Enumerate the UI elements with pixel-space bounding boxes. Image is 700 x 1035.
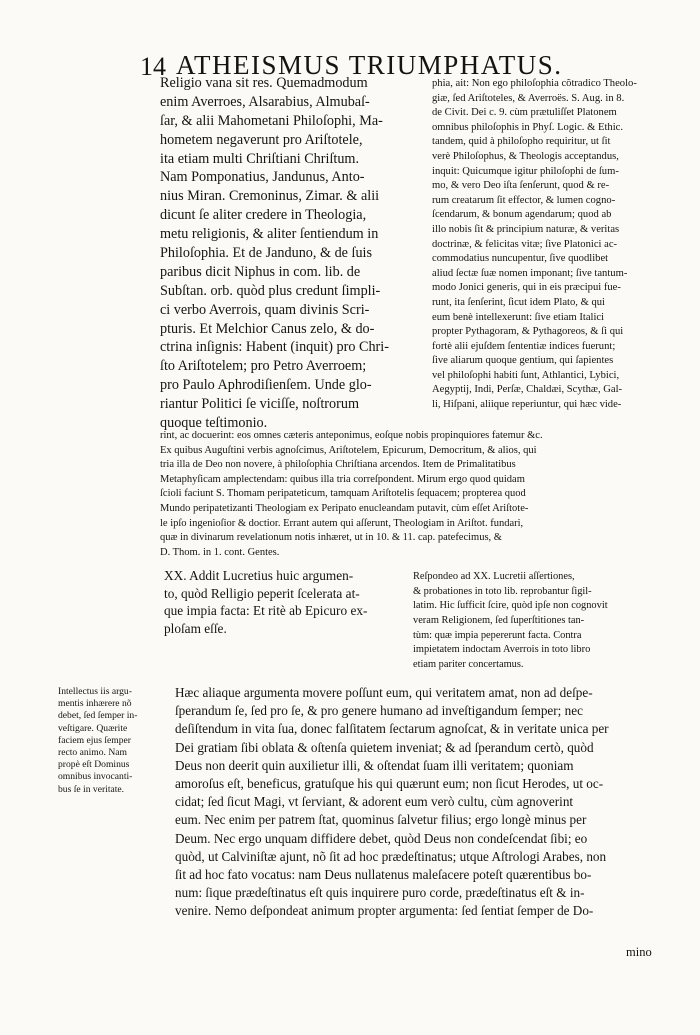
left-column-line: nius Miran. Cremoninus, Zimar. & alii [160, 188, 380, 205]
left-column-line: enim Averroes, Alsarabius, Almubaſ- [160, 93, 370, 110]
right-column-line: fortè alii ejuſdem ſententiæ indices fuerunt; [432, 340, 616, 352]
section-xx-response [413, 570, 683, 673]
right-column-line: giæ, ſed Ariſtoteles, & Averroës. S. Aug. in 8. [432, 92, 625, 104]
main-paragraph [175, 684, 675, 920]
right-column-line: rum creatarum ſit effector, & lumen cogno- [432, 194, 616, 206]
right-column-line: propter Pythagoram, & Pythagoreos, & ſi qui [432, 326, 624, 338]
right-column-line: vel philoſophi habiti ſunt, Athlantici, Lybici, [432, 369, 620, 381]
right-column-line: illo nobis ſit & principium naturæ, & veritas [432, 223, 620, 235]
left-column-line: pturis. Et Melchior Canus zelo, & do- [160, 320, 375, 337]
right-column-line: omnibus philoſophis in Phyſ. Logic. & Ethic. [432, 121, 623, 133]
continuation-line: Mundo peripatetizanti Theologiam ex Peripato enucleandam putavit, cùm eſſet Ariſtote- [160, 502, 529, 514]
left-column [160, 74, 422, 433]
right-column-line: doctrinæ, & felicitas vitæ; ſive Platonici ac- [432, 238, 618, 250]
margin-note-line: recto animo. Nam [58, 746, 127, 758]
left-column-line: Religio vana sit res. Quemadmodum [160, 75, 368, 91]
main-text-line: deſiſtendum in vita ſua, donec falſitatem ſectarum agnoſcat, & in veritate unica per [175, 721, 609, 737]
left-column-line: ita etiam multi Chriſtiani Chriſtum. [160, 150, 359, 167]
section-xx-response-line: & probationes in toto lib. reprobantur ſigil- [413, 585, 592, 597]
main-text-line: quòd, ut Calviniſtæ ajunt, nõ ſit ad hoc prædeſtinatus; utque Aſtrologi Arabes, non [175, 848, 607, 864]
left-column-line: Nam Pomponatius, Jandunus, Anto- [160, 169, 365, 186]
continuation-paragraph [160, 429, 672, 560]
main-text-line: amoroſus eſt, beneficus, gratuſque his qui quærunt eum; non ſicut Herodes, ut oc- [175, 775, 604, 791]
left-column-line: ſar, & alii Mahometani Philoſophi, Ma- [160, 112, 383, 129]
main-text-line: ſit ad hoc fato vocatus: nam Deus nullatenus maleſacere poteſt quærentibus bo- [175, 866, 592, 882]
main-text-line: Deum. Nec ergo unquam diffidere debet, quòd Deus non condeſcendat ſibi; eo [175, 830, 588, 846]
section-xx-response-line: etiam pariter concertamus. [413, 659, 524, 671]
margin-note-line: mentis inhærere nõ [58, 698, 132, 710]
right-column-line: inquit: Quicumque igitur philoſophi de ſum- [432, 165, 619, 177]
main-text-line: Deus non deerit quin auxilietur illi, & oſtendat ſuam illi veritatem; quoniam [175, 757, 574, 773]
running-title: ATHEISMUS TRIUMPHATUS. [176, 50, 563, 80]
margin-note-line: propè eſt Dominus [58, 759, 130, 771]
left-column-line: riantur Politici ſe viciſſe, noſtrorum [160, 396, 359, 413]
main-text-line: cidat; ſed ſicut Magi, vt ſerviant, & adorent eum verò cultu, cùm agnoverint [175, 794, 574, 810]
right-column-line: li, Hiſpani, aliique reperiuntur, qui hæc vide- [432, 399, 622, 411]
left-column-line: dicunt ſe aliter credere in Theologia, [160, 207, 367, 224]
margin-note-line: omnibus invocanti- [58, 771, 133, 783]
continuation-line: tria illa de Deo non novere, à philoſophia Chriſtiana arcendos. Item de Primalitatibus [160, 459, 516, 471]
section-xx-response-line: latim. Hic ſufficit ſcire, quòd ipſe non cognovit [413, 600, 608, 612]
catchword: mino [626, 945, 652, 959]
section-xx-argument-line: ploſam eſſe. [164, 621, 227, 637]
margin-note-line: bus ſe in veritate. [58, 783, 125, 795]
margin-note [58, 686, 166, 796]
left-column-line: pro Paulo Aphrodiſienſem. Unde glo- [160, 377, 372, 394]
right-column-line: ſcendarum, & bonum agendarum; quod ab [432, 209, 612, 221]
main-text-line: num: ſique prædeſtinatus eſt quis inquirere puro corde, prædeſtinatus eſt & in- [175, 885, 585, 901]
right-column-line: ſive aliarum quoque gentium, qui ſapientes [432, 355, 614, 367]
left-column-line: hometem negaverunt pro Ariſtotele, [160, 131, 363, 148]
continuation-line: le ipſo ingenioſior & doctior. Errant autem qui aſſerunt, Theologiam in Ariſtot. fundari, [160, 517, 524, 529]
right-column-line: de Civit. Dei c. 9. cùm prætuliſſet Platonem [432, 107, 617, 119]
right-column-line: phia, ait: Non ego philoſophia cõtradico Theolo- [432, 78, 637, 89]
section-xx-argument-line: to, quòd Relligio peperit ſcelerata at- [164, 585, 360, 601]
continuation-line: D. Thom. in 1. cont. Gentes. [160, 546, 280, 558]
main-text-line: Dei gratiam ſibi oblata & oſtenſa quietem inveniat; & ad ſperandum certò, quòd [175, 739, 594, 755]
right-column-line: eum benè intellexerunt: ſive etiam Italici [432, 311, 605, 323]
continuation-line: Metaphyſicam amplectendam: quibus illa tria correſpondent. Mirum ergo quod quidam [160, 473, 525, 485]
left-column-line: Philoſophia. Et de Janduno, & de ſuis [160, 245, 373, 262]
section-xx-response-line: veram Religionem, ſed ſuperſtitiones tan- [413, 615, 585, 627]
right-column-line: mo, & vero Deo iſta ſenſerunt, quod & re- [432, 180, 610, 192]
main-text-line: Hæc aliaque argumenta movere poſſunt eum, qui veritatem amat, non ad deſpe- [175, 685, 593, 700]
right-column-line: aliud ſectæ ſuæ nomen imponant; ſive tantum- [432, 267, 628, 279]
main-text-line: ſperandum ſe, ſed pro ſe, & pro genere humano ad inveſtigandum ſemper; nec [175, 703, 583, 719]
left-column-line: quoque teſtimonio. [160, 415, 268, 432]
page-number: 14 [140, 52, 166, 81]
section-xx-response-line: tùm: quæ impia pepererunt facta. Contra [413, 629, 582, 641]
margin-note-line: faciem ejus ſemper [58, 734, 131, 746]
continuation-line: rint, ac docuerint: eos omnes cæteris anteponimus, eoſque nobis propinquiores fatemur &c. [160, 430, 543, 441]
continuation-line: quæ in divinarum revelationum notis inhæret, ut in 10. & 11. cap. patefecimus, & [160, 532, 502, 544]
margin-note-line: Intellectus iis argu- [58, 686, 132, 697]
section-xx-response-line: impietatem indoctam Averrois in toto libro [413, 644, 591, 656]
right-column-line: runt, ita ſenſerint, ſicut idem Plato, & qui [432, 296, 606, 308]
section-xx-argument-line: que impia facta: Et ritè ab Epicuro ex- [164, 603, 368, 619]
right-column-line: Aegyptij, Indi, Perſæ, Chaldæi, Scythæ, Gal- [432, 384, 623, 396]
main-text-line: venire. Nemo deſpondeat animum propter argumenta: ſed ſentiat ſemper de Do- [175, 903, 594, 919]
continuation-line: Ex quibus Auguſtini verbis agnoſcimus, Ariſtotelem, Epicurum, Democritum, & alios, qui [160, 444, 537, 456]
left-column-line: paribus dicit Niphus in com. lib. de [160, 263, 361, 280]
left-column-line: ctrina inſignis: Habent (inquit) pro Chri- [160, 339, 389, 356]
section-xx-argument [164, 567, 398, 638]
left-column-line: ci verbo Averrois, quam divinis Scri- [160, 301, 370, 318]
right-column-line: commodatius nuncupentur, ſive quodlibet [432, 253, 609, 265]
left-column-line: ſto Ariſtotelem; pro Petro Averroem; [160, 358, 367, 375]
section-xx-response-line: Reſpondeo ad XX. Lucretii aſſertiones, [413, 571, 575, 582]
margin-note-line: debet, ſed ſemper in- [58, 710, 138, 722]
section-xx-argument-line: XX. Addit Lucretius huic argumen- [164, 568, 354, 583]
right-column-line: modo Jonici generis, qui in eis præcipui fue- [432, 282, 621, 294]
right-column-line: verè Philoſophus, & Theologis acceptandus, [432, 150, 619, 162]
left-column-line: metu religionis, & aliter ſentiendum in [160, 226, 379, 243]
right-column-line: tandem, quid à philoſopho requiritur, ut ſit [432, 136, 611, 148]
continuation-line: ſcioli faciunt S. Thomam peripateticum, tamquam Ariſtotelis ſequacem; propterea quod [160, 488, 526, 500]
left-column-line: Subſtan. orb. quòd plus credunt ſimpli- [160, 282, 381, 299]
right-column [432, 77, 694, 413]
main-text-line: eum. Nec enim per patrem ſtat, quominus ſalvetur filius; ergo longè minus per [175, 812, 587, 828]
margin-note-line: veſtigare. Quærite [58, 722, 128, 734]
